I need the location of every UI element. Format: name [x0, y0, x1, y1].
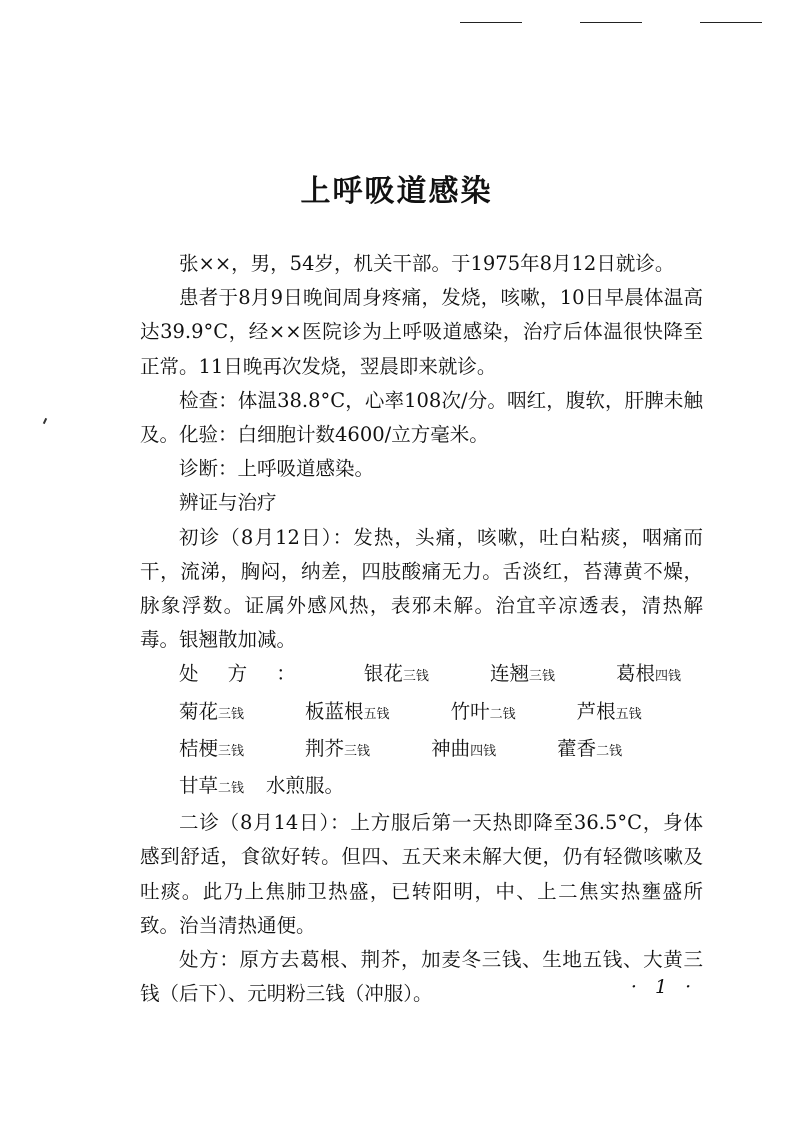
header-rule-2 — [580, 22, 642, 23]
stray-mark — [43, 418, 47, 424]
header-rule-3 — [700, 22, 762, 23]
prescription-item — [451, 657, 555, 694]
herb-name: 藿香 — [557, 736, 597, 760]
herb-name: 银花 — [363, 662, 403, 686]
herb-dose: 三钱 — [218, 743, 245, 759]
prescription-item — [266, 732, 370, 769]
second-visit-paragraph: 二诊（8月14日）：上方服后第一天热即降至36.5°C，身体感到舒适，食欲好转。但四、五天来未解大便，仍有轻微咳嗽及吐痰。此乃上焦肺卫热盛，已转阳明，中、上二焦实热壅盛所致。治当清热通便。 — [140, 811, 703, 937]
diagnosis-paragraph: 诊断：上呼吸道感染。 — [179, 457, 375, 481]
prescription-item — [392, 732, 496, 769]
herb-dose: 三钱 — [402, 669, 429, 685]
prescription-item — [266, 695, 390, 732]
herb-name: 葛根 — [615, 662, 655, 686]
herb-name: 神曲 — [431, 736, 471, 760]
herb-name: 荆芥 — [305, 736, 345, 760]
page-title: 上呼吸道感染 — [300, 174, 493, 209]
herb-dose: 二钱 — [489, 706, 516, 722]
prescription-item — [140, 695, 244, 732]
first-visit-paragraph: 初诊（8月12日）：发热，头痛，咳嗽，吐白粘痰，咽痛而干，流涕，胸闷，纳差，四肢酸痛无力。舌淡红，苔薄黄不燥，脉象浮数。证属外感风热，表邪未解。治宜辛凉透表，清热解毒。银翘散加减。 — [140, 525, 703, 652]
herb-dose: 五钱 — [363, 706, 390, 722]
prescription-item — [412, 695, 516, 732]
prescription-item — [538, 695, 642, 732]
case-body — [140, 247, 703, 1011]
prescription-paragraph — [140, 657, 703, 806]
herb-name: 连翘 — [489, 662, 529, 686]
prescription-prefix: 处方： — [179, 662, 325, 686]
herb-name: 菊花 — [179, 699, 219, 723]
herb-dose: 四钱 — [470, 743, 497, 759]
herb-dose: 三钱 — [528, 669, 555, 685]
herb-dose: 五钱 — [615, 706, 642, 722]
patient-info-paragraph: 张××，男，54岁，机关干部。于1975年8月12日就诊。 — [179, 252, 675, 275]
prescription-item — [577, 657, 681, 694]
herb-dose: 二钱 — [596, 743, 623, 759]
herb-dose: 三钱 — [344, 743, 371, 759]
history-paragraph: 患者于8月9日晚间周身疼痛，发烧，咳嗽，10日早晨体温高达39.9°C，经××医院诊为上呼吸道感染，治疗后体温很快降至正常。11日晚再次发烧，翌晨即来就诊。 — [140, 286, 703, 378]
herb-name: 芦根 — [576, 699, 616, 723]
herb-dose: 三钱 — [218, 706, 245, 722]
treatment-heading: 辨证与治疗 — [179, 491, 277, 515]
prescription-item — [518, 732, 622, 769]
herb-name: 桔梗 — [179, 736, 219, 760]
examination-paragraph: 检查：体温38.8°C，心率108次/分。咽红，腹软，肝脾未触及。化验：白细胞计数4600/立方毫米。 — [140, 388, 703, 447]
page-number: · 1 · — [630, 976, 698, 998]
prescription-item — [140, 732, 244, 769]
prescription-item — [140, 769, 244, 806]
second-prescription-paragraph: 处方：原方去葛根、荆芥，加麦冬三钱、生地五钱、大黄三钱（后下）、元明粉三钱（冲服）。 — [140, 948, 703, 1006]
herb-dose: 四钱 — [654, 669, 681, 685]
herb-dose: 二钱 — [218, 781, 245, 797]
prescription-item — [325, 657, 429, 694]
herb-name: 甘草 — [179, 774, 219, 798]
prescription-suffix: 水煎服。 — [266, 774, 345, 798]
herb-name: 竹叶 — [450, 699, 490, 723]
header-rule-1 — [460, 22, 522, 23]
herb-name: 板蓝根 — [305, 699, 364, 723]
